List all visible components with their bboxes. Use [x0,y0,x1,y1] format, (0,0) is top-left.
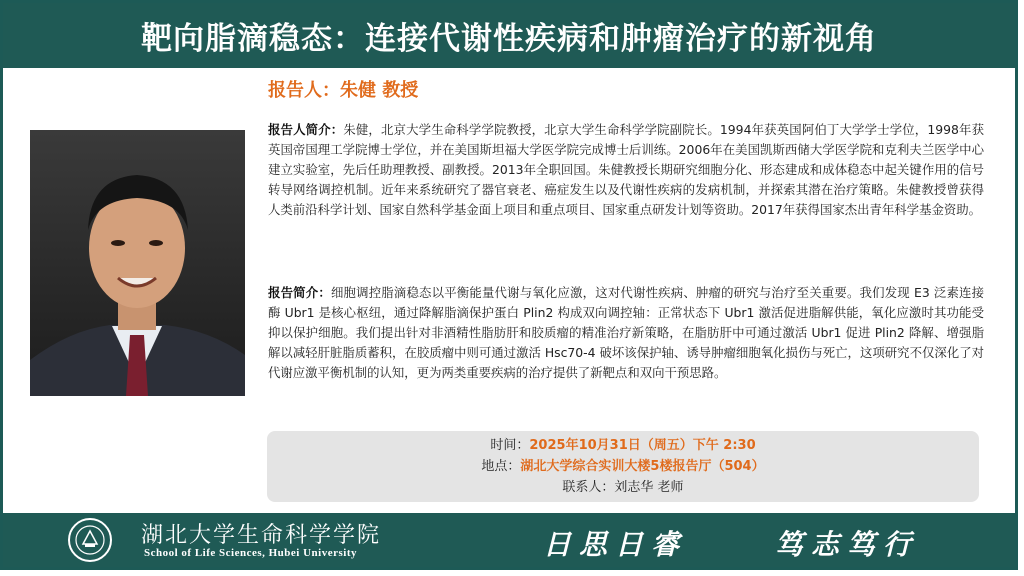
bio-label: 报告人简介： [268,122,344,137]
motto-first: 日思日睿 [543,528,688,561]
contact-line: 联系人：刘志华 老师 [562,480,684,495]
time-value: 2025年10月31日（周五）下午 2:30 [529,438,756,453]
footer-banner [3,513,1015,567]
place-value: 湖北大学综合实训大楼5楼报告厅（504） [520,459,765,474]
school-name-cn: 湖北大学生命科学学院 [141,523,382,548]
poster-title: 靶向脂滴稳态：连接代谢性疾病和肿瘤治疗的新视角 [141,21,877,57]
speaker-name: 报告人：朱健 教授 [268,80,419,101]
university-seal-icon [67,517,113,563]
motto-second: 笃志笃行 [775,528,920,561]
place-line [481,456,764,477]
event-info-box [267,431,979,502]
abstract-label: 报告简介： [268,285,331,300]
place-label: 地点： [481,459,521,474]
bio-text: 朱健，北京大学生命科学学院教授，北京大学生命科学学院副院长。1994年获英国阿伯丁大学学士学位，1998年获英国帝国理工学院博士学位，并在美国斯坦福大学医学院完成博士后训练。2006年在美国凯斯西储大学医学院和克利夫兰医学中心建立实验室，先后任助理教授、副教授。2013年全职回国。朱健教授长期研究细胞分化、形态建成和成体稳态中起关键作用的信号转导网络调控机制。近年来系统研究了器官衰老、癌症发生以及代谢性疾病的发病机制，并探索其潜在治疗策略。朱健教授曾获得人类前沿科学计划、国家自然科学基金面上项目和重点项目、国家重点研发计划等资助。2017年获得国家杰出青年科学基金资助。 [268,122,984,217]
talk-abstract [268,283,984,383]
speaker-photo [30,130,245,396]
school-name-en: School of Life Sciences, Hubei University [144,547,357,559]
speaker-bio [268,120,984,220]
time-line [490,435,755,456]
title-banner [3,3,1015,68]
abstract-text: 细胞调控脂滴稳态以平衡能量代谢与氧化应激，这对代谢性疾病、肿瘤的研究与治疗至关重要。我们发现 E3 泛素连接酶 Ubr1 是核心枢纽，通过降解脂滴保护蛋白 Plin2 构成双向调控轴：正常状态下 Ubr1 激活促进脂解供能，氧化应激时其功能受抑以保护细胞。我们提出针对非酒精性脂肪肝和胶质瘤的精准治疗新策略，在脂肪肝中可通过激活 Ubr1 促进 Plin2 降解、增强脂解以减轻肝脏脂质蓄积，在胶质瘤中则可通过激活 Hsc70-4 破坏该保护轴、诱导肿瘤细胞氧化损伤与死亡，这项研究不仅深化了对代谢应激平衡机制的认知，更为两类重要疾病的治疗提供了新靶点和双向干预思路。 [268,285,985,380]
time-label: 时间： [490,438,530,453]
